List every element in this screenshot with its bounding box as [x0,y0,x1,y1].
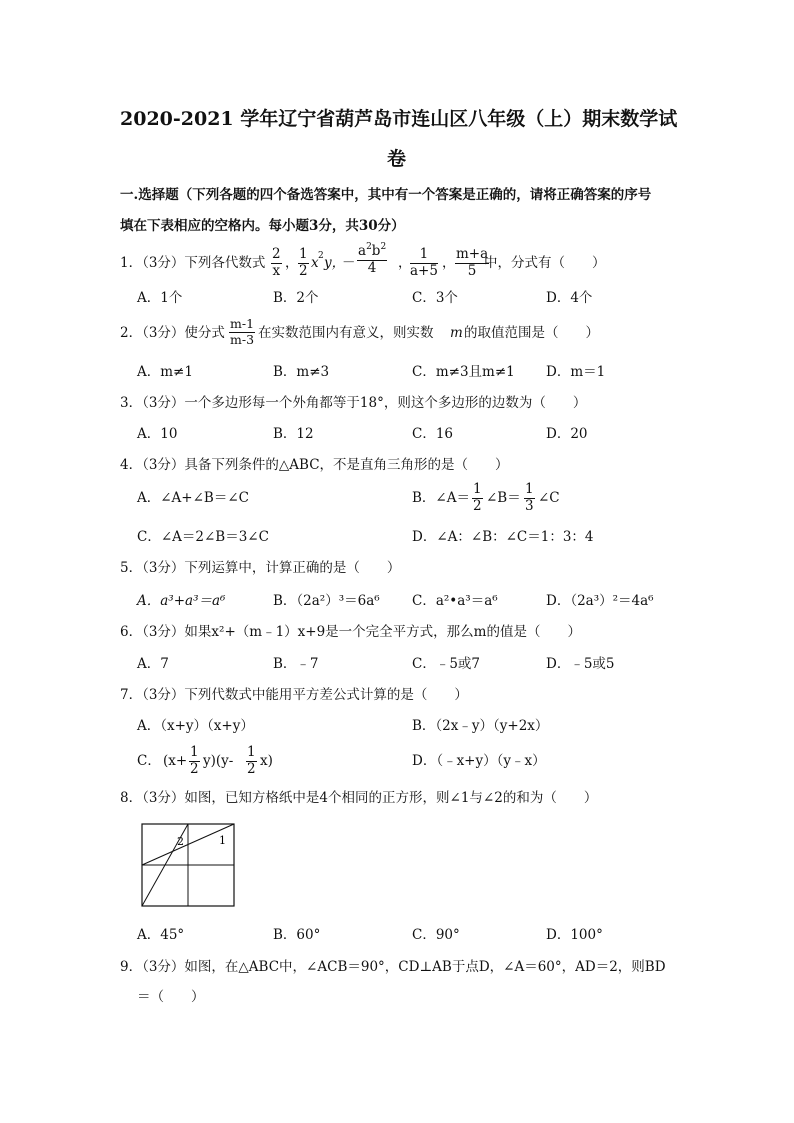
q3-option-c: C．16 [412,426,454,442]
q1-option-a: A．1个 [137,290,183,306]
q7-option-c-part-a: (x+ [163,753,188,769]
q1-option-b: B．2个 [273,290,319,306]
q8-option-c: C．90° [412,927,460,943]
q7-option-c-fraction-2: $\frac{1}{2}$ [247,744,256,777]
q4-text: 4．（3分）具备下列条件的△ABC，不是直角三角形的是（ ） [120,457,509,473]
q8-angle-label-1: 1 [219,834,226,847]
q1-term2-sup: 2 [318,251,324,261]
q1-fraction-1: $\frac{2}{x}$ [272,246,281,279]
q4-option-b-fraction-2: $\frac{1}{3}$ [525,481,534,514]
q6-option-a: A．7 [137,656,169,672]
q5-option-a: A．a³+a³＝a⁶ [137,593,226,609]
q6-option-d: D．﹣5或5 [546,656,615,672]
q3-option-b: B．12 [273,426,314,442]
q4-option-d: D．∠A：∠B：∠C＝1：3：4 [412,529,594,545]
q2-variable-m: m [450,325,463,341]
q6-text: 6．（3分）如果x²+（m﹣1）x+9是一个完全平方式，那么m的值是（ ） [120,624,581,640]
q4-option-b-fraction-1: $\frac{1}{2}$ [473,481,482,514]
q1-fraction-5: $\frac{m+a}{5}$ [456,246,489,279]
q2-fraction: $\frac{m-1}{m-3}$ [230,316,255,347]
q1-fraction-3: $\frac{a^2b^2}{4}$ [358,242,387,276]
q1-comma-2: ， [398,255,412,271]
q8-option-b: B．60° [273,927,321,943]
page-title: 2020-2021 学年辽宁省葫芦岛市连山区八年级（上）期末数学试 [120,108,678,130]
q4-option-b-prefix: B．∠A＝ [412,490,470,506]
section-header-line1: 一.选择题（下列各题的四个备选答案中，其中有一个答案是正确的，请将正确答案的序号 [120,187,652,203]
q5-text: 5．（3分）下列运算中，计算正确的是（ ） [120,560,401,576]
q4-option-b-mid: ∠B＝ [486,490,521,506]
q1-term2-y: y， [324,255,346,271]
q5-option-d: D．（2a³）²＝4a⁶ [546,593,654,609]
q7-option-d: D．（﹣x+y）（y﹣x） [412,753,546,769]
q2-option-d: D．m＝1 [546,364,606,380]
q7-option-b: B．（2x﹣y）（y+2x） [412,718,549,734]
q1-prefix: 1．（3分）下列各代数式 [120,255,266,271]
q3-option-a: A．10 [137,426,178,442]
q7-option-c-prefix: C． [137,753,161,769]
q1-neg: － [342,255,356,271]
page-title-continued: 卷 [387,148,407,170]
q2-prefix: 2．（3分）使分式 [120,325,225,341]
q5-option-b: B．（2a²）³＝6a⁶ [273,593,380,609]
q6-option-b: B．﹣7 [273,656,319,672]
q5-option-c: C．a²•a³＝a⁶ [412,593,498,609]
q2-suffix-a: 在实数范围内有意义，则实数 [258,325,434,341]
q2-option-c: C．m≠3且m≠1 [412,364,515,380]
q9-line1: 9．（3分）如图，在△ABC中，∠ACB＝90°，CD⊥AB于点D，∠A＝60°，AD＝2，则BD [120,959,666,975]
q7-option-c-part-c: x) [260,753,273,769]
section-header-line2: 填在下表相应的空格内。每小题3分，共30分） [120,218,405,234]
q7-option-a: A．（x+y）（x+y） [137,718,254,734]
q2-option-b: B．m≠3 [273,364,330,380]
q3-option-d: D．20 [546,426,588,442]
q1-term2-x: x [311,255,319,271]
q8-grid-figure [140,822,238,908]
q7-option-c-fraction-1: $\frac{1}{2}$ [190,744,199,777]
q1-fraction-4: $\frac{1}{a+5}$ [410,246,438,279]
q6-option-c: C．﹣5或7 [412,656,481,672]
q4-option-a: A．∠A+∠B＝∠C [137,490,249,506]
q1-option-d: D．4个 [546,290,593,306]
q8-option-d: D．100° [546,927,603,943]
q2-suffix-b: 的取值范围是（ ） [464,325,599,341]
q4-option-b-end: ∠C [538,490,560,506]
q2-option-a: A．m≠1 [137,364,193,380]
q1-fraction-2: $\frac{1}{2}$ [299,246,308,279]
q8-text: 8．（3分）如图，已知方格纸中是4个相同的正方形，则∠1与∠2的和为（ ） [120,790,598,806]
q9-line2: ＝（ ） [137,989,205,1005]
q7-text: 7．（3分）下列代数式中能用平方差公式计算的是（ ） [120,687,468,703]
q1-comma: ， [285,255,299,271]
q8-angle-label-2: 2 [177,835,184,848]
q7-option-c-part-b: y)(y- [203,753,234,769]
q1-option-c: C．3个 [412,290,458,306]
q1-suffix: 中，分式有（ ） [484,255,606,271]
q8-option-a: A．45° [137,927,185,943]
q1-comma-3: ， [442,255,456,271]
q3-text: 3．（3分）一个多边形每一个外角都等于18°，则这个多边形的边数为（ ） [120,395,587,411]
q4-option-c: C．∠A＝2∠B＝3∠C [137,529,269,545]
